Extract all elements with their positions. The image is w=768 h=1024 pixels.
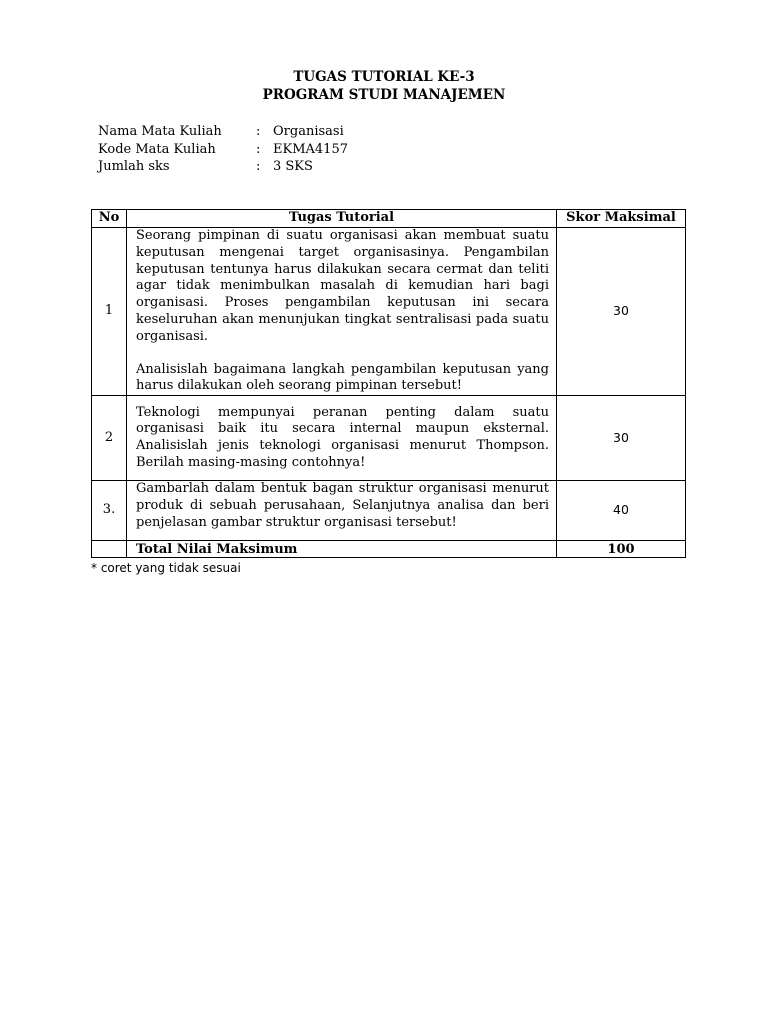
row-score: 30 [557,228,686,396]
info-row-course-code [98,141,348,159]
task-paragraph: Seorang pimpinan di suatu organisasi akan membuat suatu keputusan mengenai target organisasinya. Pengambilan keputusan tentunya harus dilakukan secara cermat dan teliti agar tidak menimbulkan masalah di kemudian hari bagi organisasi. Proses pengambilan keputusan ini secara keseluruhan akan menunjukan tingkat sentralisasi pada suatu organisasi. [136,228,549,344]
info-separator: : [256,141,261,157]
header-no: No [92,210,127,228]
info-row-course-name [98,123,348,141]
course-info [98,123,348,176]
row-number: 2 [92,396,127,481]
task-paragraph: Teknologi mempunyai peranan penting dalam suatu organisasi baik itu secara internal maupun eksternal. Analisislah jenis teknologi organisasi menurut Thompson. Berilah masing-masing contohnya! [136,404,549,470]
info-row-credits [98,158,348,176]
document-subtitle: PROGRAM STUDI MANAJEMEN [262,87,506,103]
row-number: 3. [92,481,127,541]
document-title: TUGAS TUTORIAL KE-3 [293,69,475,85]
table-row [92,396,686,481]
header-task: Tugas Tutorial [127,210,557,228]
info-value: 3 SKS [273,159,313,174]
row-number: 1 [92,228,127,396]
table-row [92,228,686,396]
task-paragraph: Gambarlah dalam bentuk bagan struktur organisasi menurut produk di sebuah perusahaan, Selanjutnya analisa dan beri penjelasan gambar struktur organisasi tersebut! [136,481,549,530]
row-score: 30 [557,396,686,481]
info-separator: : [256,124,261,139]
info-separator: : [256,159,261,174]
task-paragraph: Analisislah bagaimana langkah pengambilan keputusan yang harus dilakukan oleh seorang pimpinan tersebut! [136,361,549,394]
info-label: Kode Mata Kuliah [98,141,216,157]
tasks-table [91,209,686,558]
total-label: Total Nilai Maksimum [127,541,557,558]
footnote: * coret yang tidak sesuai [91,561,241,575]
task-description [127,396,557,481]
total-value: 100 [557,541,686,558]
info-label: Jumlah sks [98,159,170,174]
info-value: EKMA4157 [273,141,348,157]
task-description [127,481,557,541]
table-total-row [92,541,686,558]
total-empty-cell [92,541,127,558]
task-description [127,228,557,396]
table-header-row [92,210,686,228]
table-row [92,481,686,541]
info-label: Nama Mata Kuliah [98,124,222,139]
header-score: Skor Maksimal [557,210,686,228]
info-value: Organisasi [273,124,344,139]
row-score: 40 [557,481,686,541]
